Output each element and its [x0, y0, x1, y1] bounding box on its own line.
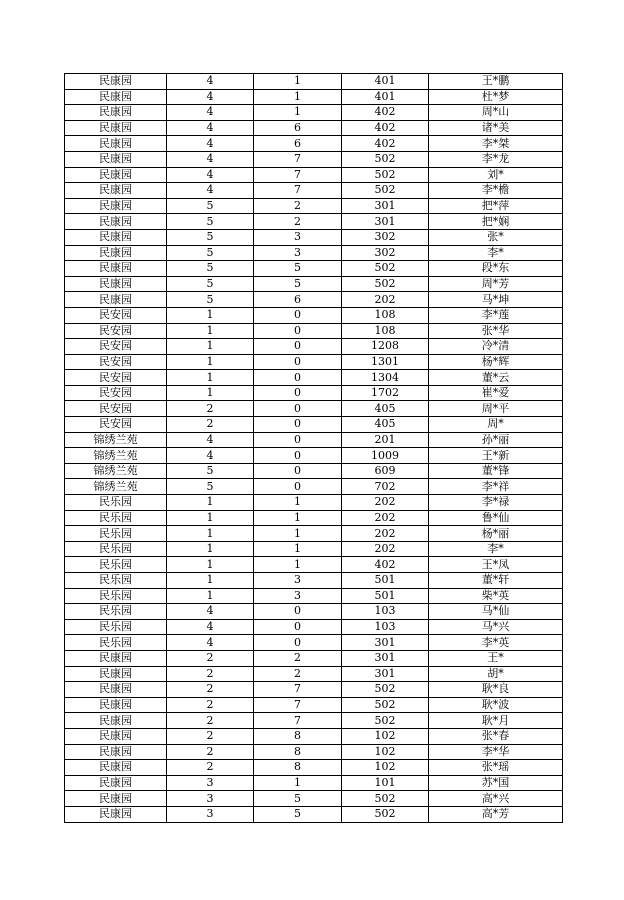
- room-cell: 201: [342, 432, 429, 448]
- table-row: [65, 666, 563, 682]
- unit-cell: 1: [254, 105, 342, 121]
- table-row: [65, 448, 563, 464]
- building-cell: 4: [167, 89, 254, 105]
- building-cell: 2: [167, 650, 254, 666]
- building-cell: 4: [167, 448, 254, 464]
- room-cell: 502: [342, 806, 429, 822]
- room-cell: 405: [342, 401, 429, 417]
- community-cell: 民安园: [65, 417, 167, 433]
- building-cell: 1: [167, 323, 254, 339]
- unit-cell: 0: [254, 401, 342, 417]
- unit-cell: 1: [254, 526, 342, 542]
- table-row: [65, 229, 563, 245]
- room-cell: 301: [342, 666, 429, 682]
- unit-cell: 2: [254, 214, 342, 230]
- community-cell: 民安园: [65, 385, 167, 401]
- name-cell: 董*轩: [429, 573, 563, 589]
- table-row: [65, 806, 563, 822]
- name-cell: 周*山: [429, 105, 563, 121]
- room-cell: 202: [342, 495, 429, 511]
- building-cell: 5: [167, 276, 254, 292]
- unit-cell: 7: [254, 713, 342, 729]
- name-cell: 董*锋: [429, 463, 563, 479]
- room-cell: 101: [342, 775, 429, 791]
- name-cell: 李*: [429, 541, 563, 557]
- unit-cell: 0: [254, 604, 342, 620]
- building-cell: 5: [167, 479, 254, 495]
- name-cell: 张*瑶: [429, 760, 563, 776]
- community-cell: 民乐园: [65, 526, 167, 542]
- room-cell: 301: [342, 214, 429, 230]
- room-cell: 108: [342, 307, 429, 323]
- unit-cell: 2: [254, 666, 342, 682]
- name-cell: 李*龙: [429, 151, 563, 167]
- community-cell: 民康园: [65, 791, 167, 807]
- building-cell: 1: [167, 573, 254, 589]
- unit-cell: 8: [254, 728, 342, 744]
- unit-cell: 1: [254, 557, 342, 573]
- building-cell: 4: [167, 74, 254, 90]
- room-cell: 1304: [342, 370, 429, 386]
- table-row: [65, 120, 563, 136]
- room-cell: 202: [342, 541, 429, 557]
- building-cell: 4: [167, 604, 254, 620]
- unit-cell: 0: [254, 479, 342, 495]
- building-cell: 1: [167, 526, 254, 542]
- name-cell: 胡*: [429, 666, 563, 682]
- data-table: [64, 73, 563, 823]
- table-row: [65, 323, 563, 339]
- name-cell: 王*: [429, 650, 563, 666]
- table-row: [65, 697, 563, 713]
- unit-cell: 5: [254, 276, 342, 292]
- room-cell: 103: [342, 619, 429, 635]
- building-cell: 1: [167, 307, 254, 323]
- name-cell: 耿*波: [429, 697, 563, 713]
- name-cell: 刘*: [429, 167, 563, 183]
- unit-cell: 0: [254, 619, 342, 635]
- building-cell: 5: [167, 292, 254, 308]
- room-cell: 102: [342, 728, 429, 744]
- building-cell: 1: [167, 385, 254, 401]
- community-cell: 民康园: [65, 760, 167, 776]
- room-cell: 502: [342, 697, 429, 713]
- name-cell: 鲁*仙: [429, 510, 563, 526]
- room-cell: 502: [342, 276, 429, 292]
- room-cell: 502: [342, 167, 429, 183]
- table-row: [65, 432, 563, 448]
- unit-cell: 0: [254, 417, 342, 433]
- room-cell: 502: [342, 791, 429, 807]
- table-row: [65, 417, 563, 433]
- community-cell: 民乐园: [65, 588, 167, 604]
- table-row: [65, 588, 563, 604]
- community-cell: 民康园: [65, 666, 167, 682]
- table-row: [65, 276, 563, 292]
- name-cell: 把*娴: [429, 214, 563, 230]
- community-cell: 民安园: [65, 354, 167, 370]
- unit-cell: 8: [254, 744, 342, 760]
- community-cell: 民康园: [65, 167, 167, 183]
- name-cell: 董*云: [429, 370, 563, 386]
- unit-cell: 1: [254, 74, 342, 90]
- building-cell: 3: [167, 775, 254, 791]
- building-cell: 1: [167, 370, 254, 386]
- room-cell: 405: [342, 417, 429, 433]
- table-row: [65, 339, 563, 355]
- building-cell: 2: [167, 713, 254, 729]
- community-cell: 民康园: [65, 105, 167, 121]
- table-row: [65, 775, 563, 791]
- unit-cell: 6: [254, 292, 342, 308]
- table-row: [65, 167, 563, 183]
- unit-cell: 7: [254, 697, 342, 713]
- community-cell: 民康园: [65, 697, 167, 713]
- building-cell: 4: [167, 619, 254, 635]
- room-cell: 202: [342, 510, 429, 526]
- community-cell: 民康园: [65, 74, 167, 90]
- table-row: [65, 495, 563, 511]
- community-cell: 锦绣兰苑: [65, 463, 167, 479]
- table-row: [65, 89, 563, 105]
- room-cell: 502: [342, 713, 429, 729]
- name-cell: 耿*良: [429, 682, 563, 698]
- community-cell: 民乐园: [65, 604, 167, 620]
- room-cell: 202: [342, 292, 429, 308]
- building-cell: 4: [167, 120, 254, 136]
- building-cell: 5: [167, 463, 254, 479]
- unit-cell: 0: [254, 385, 342, 401]
- building-cell: 5: [167, 245, 254, 261]
- community-cell: 民乐园: [65, 573, 167, 589]
- name-cell: 高*芳: [429, 806, 563, 822]
- table-row: [65, 510, 563, 526]
- community-cell: 民康园: [65, 229, 167, 245]
- room-cell: 1009: [342, 448, 429, 464]
- community-cell: 民康园: [65, 775, 167, 791]
- unit-cell: 0: [254, 307, 342, 323]
- building-cell: 2: [167, 401, 254, 417]
- unit-cell: 7: [254, 167, 342, 183]
- unit-cell: 3: [254, 588, 342, 604]
- room-cell: 401: [342, 74, 429, 90]
- building-cell: 2: [167, 697, 254, 713]
- unit-cell: 8: [254, 760, 342, 776]
- name-cell: 周*: [429, 417, 563, 433]
- name-cell: 崔*爱: [429, 385, 563, 401]
- community-cell: 民康园: [65, 214, 167, 230]
- table-row: [65, 573, 563, 589]
- community-cell: 民乐园: [65, 619, 167, 635]
- table-row: [65, 744, 563, 760]
- community-cell: 锦绣兰苑: [65, 448, 167, 464]
- name-cell: 张*华: [429, 323, 563, 339]
- room-cell: 302: [342, 229, 429, 245]
- name-cell: 马*坤: [429, 292, 563, 308]
- community-cell: 民乐园: [65, 541, 167, 557]
- room-cell: 108: [342, 323, 429, 339]
- room-cell: 502: [342, 183, 429, 199]
- room-cell: 501: [342, 588, 429, 604]
- name-cell: 耿*月: [429, 713, 563, 729]
- table-row: [65, 791, 563, 807]
- building-cell: 2: [167, 728, 254, 744]
- name-cell: 李*华: [429, 744, 563, 760]
- table-row: [65, 541, 563, 557]
- unit-cell: 6: [254, 136, 342, 152]
- name-cell: 马*兴: [429, 619, 563, 635]
- community-cell: 锦绣兰苑: [65, 432, 167, 448]
- room-cell: 609: [342, 463, 429, 479]
- table-row: [65, 292, 563, 308]
- unit-cell: 1: [254, 510, 342, 526]
- name-cell: 李*: [429, 245, 563, 261]
- table-row: [65, 604, 563, 620]
- building-cell: 4: [167, 105, 254, 121]
- room-cell: 102: [342, 744, 429, 760]
- building-cell: 2: [167, 682, 254, 698]
- table-row: [65, 728, 563, 744]
- unit-cell: 0: [254, 432, 342, 448]
- room-cell: 402: [342, 557, 429, 573]
- unit-cell: 5: [254, 261, 342, 277]
- room-cell: 301: [342, 635, 429, 651]
- community-cell: 民康园: [65, 120, 167, 136]
- building-cell: 3: [167, 806, 254, 822]
- room-cell: 501: [342, 573, 429, 589]
- community-cell: 民康园: [65, 245, 167, 261]
- name-cell: 杨*丽: [429, 526, 563, 542]
- community-cell: 民康园: [65, 198, 167, 214]
- table-row: [65, 105, 563, 121]
- name-cell: 马*仙: [429, 604, 563, 620]
- name-cell: 柴*英: [429, 588, 563, 604]
- name-cell: 杨*辉: [429, 354, 563, 370]
- table-body: [65, 74, 563, 823]
- name-cell: 王*鹏: [429, 74, 563, 90]
- table-row: [65, 526, 563, 542]
- community-cell: 民康园: [65, 89, 167, 105]
- unit-cell: 1: [254, 775, 342, 791]
- name-cell: 张*: [429, 229, 563, 245]
- community-cell: 民乐园: [65, 557, 167, 573]
- table-row: [65, 136, 563, 152]
- unit-cell: 5: [254, 806, 342, 822]
- room-cell: 502: [342, 682, 429, 698]
- unit-cell: 0: [254, 635, 342, 651]
- community-cell: 民康园: [65, 682, 167, 698]
- name-cell: 冷*清: [429, 339, 563, 355]
- unit-cell: 0: [254, 339, 342, 355]
- name-cell: 王*新: [429, 448, 563, 464]
- community-cell: 民康园: [65, 650, 167, 666]
- table-row: [65, 183, 563, 199]
- community-cell: 民乐园: [65, 635, 167, 651]
- name-cell: 周*芳: [429, 276, 563, 292]
- building-cell: 5: [167, 214, 254, 230]
- room-cell: 202: [342, 526, 429, 542]
- table-row: [65, 619, 563, 635]
- community-cell: 民康园: [65, 136, 167, 152]
- unit-cell: 0: [254, 354, 342, 370]
- community-cell: 民康园: [65, 292, 167, 308]
- room-cell: 1208: [342, 339, 429, 355]
- unit-cell: 7: [254, 151, 342, 167]
- table-row: [65, 74, 563, 90]
- building-cell: 1: [167, 510, 254, 526]
- unit-cell: 3: [254, 229, 342, 245]
- building-cell: 4: [167, 635, 254, 651]
- table-row: [65, 713, 563, 729]
- unit-cell: 1: [254, 495, 342, 511]
- room-cell: 302: [342, 245, 429, 261]
- unit-cell: 7: [254, 682, 342, 698]
- room-cell: 103: [342, 604, 429, 620]
- community-cell: 民康园: [65, 261, 167, 277]
- room-cell: 401: [342, 89, 429, 105]
- building-cell: 1: [167, 354, 254, 370]
- name-cell: 周*平: [429, 401, 563, 417]
- room-cell: 301: [342, 650, 429, 666]
- room-cell: 402: [342, 120, 429, 136]
- room-cell: 1702: [342, 385, 429, 401]
- unit-cell: 7: [254, 183, 342, 199]
- table-row: [65, 401, 563, 417]
- community-cell: 民安园: [65, 401, 167, 417]
- unit-cell: 0: [254, 448, 342, 464]
- building-cell: 1: [167, 588, 254, 604]
- table-row: [65, 151, 563, 167]
- unit-cell: 1: [254, 89, 342, 105]
- building-cell: 5: [167, 229, 254, 245]
- table-row: [65, 261, 563, 277]
- table-row: [65, 682, 563, 698]
- table-row: [65, 479, 563, 495]
- unit-cell: 0: [254, 323, 342, 339]
- table-row: [65, 650, 563, 666]
- building-cell: 4: [167, 432, 254, 448]
- building-cell: 2: [167, 760, 254, 776]
- building-cell: 2: [167, 417, 254, 433]
- room-cell: 1301: [342, 354, 429, 370]
- name-cell: 李*英: [429, 635, 563, 651]
- table-row: [65, 463, 563, 479]
- building-cell: 1: [167, 495, 254, 511]
- community-cell: 民康园: [65, 806, 167, 822]
- room-cell: 702: [342, 479, 429, 495]
- name-cell: 杜*梦: [429, 89, 563, 105]
- building-cell: 2: [167, 666, 254, 682]
- name-cell: 王*凤: [429, 557, 563, 573]
- room-cell: 402: [342, 105, 429, 121]
- name-cell: 李*禄: [429, 495, 563, 511]
- unit-cell: 5: [254, 791, 342, 807]
- name-cell: 苏*国: [429, 775, 563, 791]
- table-row: [65, 198, 563, 214]
- room-cell: 502: [342, 151, 429, 167]
- room-cell: 502: [342, 261, 429, 277]
- table-row: [65, 635, 563, 651]
- name-cell: 李*莲: [429, 307, 563, 323]
- unit-cell: 6: [254, 120, 342, 136]
- table-row: [65, 557, 563, 573]
- name-cell: 诸*美: [429, 120, 563, 136]
- building-cell: 4: [167, 183, 254, 199]
- building-cell: 1: [167, 339, 254, 355]
- table-row: [65, 307, 563, 323]
- unit-cell: 1: [254, 541, 342, 557]
- community-cell: 民康园: [65, 713, 167, 729]
- building-cell: 4: [167, 136, 254, 152]
- community-cell: 民安园: [65, 323, 167, 339]
- room-cell: 102: [342, 760, 429, 776]
- community-cell: 民康园: [65, 744, 167, 760]
- name-cell: 孙*丽: [429, 432, 563, 448]
- name-cell: 李*祥: [429, 479, 563, 495]
- community-cell: 锦绣兰苑: [65, 479, 167, 495]
- community-cell: 民康园: [65, 276, 167, 292]
- community-cell: 民康园: [65, 151, 167, 167]
- unit-cell: 0: [254, 370, 342, 386]
- community-cell: 民康园: [65, 728, 167, 744]
- community-cell: 民康园: [65, 183, 167, 199]
- table-row: [65, 385, 563, 401]
- unit-cell: 3: [254, 245, 342, 261]
- table-row: [65, 760, 563, 776]
- name-cell: 段*东: [429, 261, 563, 277]
- table-row: [65, 245, 563, 261]
- name-cell: 张*春: [429, 728, 563, 744]
- unit-cell: 2: [254, 198, 342, 214]
- table-row: [65, 214, 563, 230]
- name-cell: 高*兴: [429, 791, 563, 807]
- building-cell: 1: [167, 557, 254, 573]
- building-cell: 4: [167, 151, 254, 167]
- unit-cell: 2: [254, 650, 342, 666]
- building-cell: 1: [167, 541, 254, 557]
- community-cell: 民安园: [65, 370, 167, 386]
- room-cell: 402: [342, 136, 429, 152]
- name-cell: 李*桀: [429, 136, 563, 152]
- building-cell: 5: [167, 198, 254, 214]
- building-cell: 5: [167, 261, 254, 277]
- name-cell: 李*檐: [429, 183, 563, 199]
- name-cell: 把*萍: [429, 198, 563, 214]
- community-cell: 民乐园: [65, 510, 167, 526]
- community-cell: 民乐园: [65, 495, 167, 511]
- table-row: [65, 354, 563, 370]
- building-cell: 4: [167, 167, 254, 183]
- table-row: [65, 370, 563, 386]
- building-cell: 3: [167, 791, 254, 807]
- community-cell: 民安园: [65, 307, 167, 323]
- unit-cell: 3: [254, 573, 342, 589]
- community-cell: 民安园: [65, 339, 167, 355]
- room-cell: 301: [342, 198, 429, 214]
- building-cell: 2: [167, 744, 254, 760]
- unit-cell: 0: [254, 463, 342, 479]
